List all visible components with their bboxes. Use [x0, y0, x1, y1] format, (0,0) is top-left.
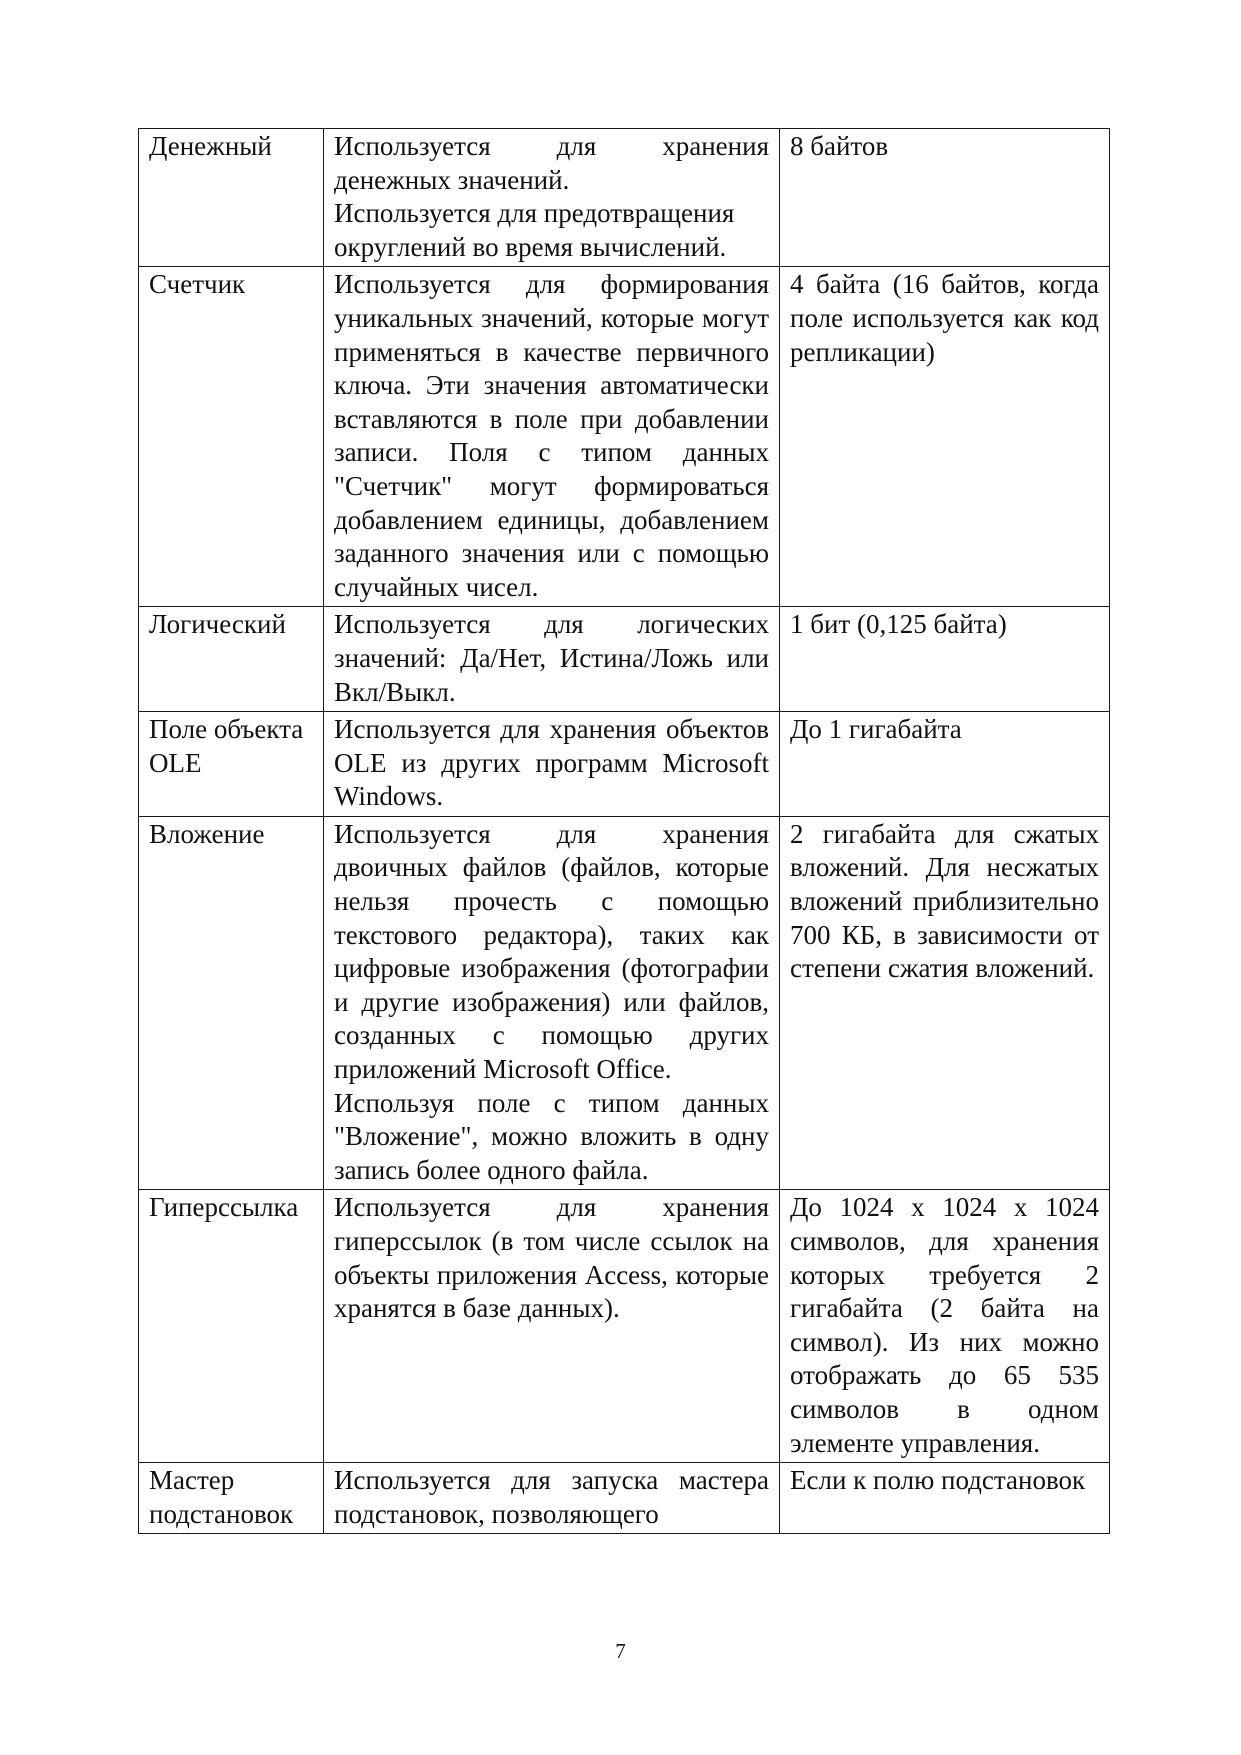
- data-types-table: [138, 128, 1110, 1534]
- size-cell: Если к полю подстановок: [780, 1463, 1110, 1534]
- description-paragraph: Используется для хранения объектов OLE из других программ Microsoft Windows.: [334, 714, 769, 812]
- description-paragraph: Используется для запуска мастера подстановок, позволяющего: [334, 1465, 769, 1529]
- description-paragraph: Используется для предотвращения округлений во время вычислений.: [334, 198, 735, 262]
- description-cell: [324, 129, 780, 267]
- table-row: [139, 816, 1110, 1190]
- description-cell: [324, 1463, 780, 1534]
- description-paragraph: Используя поле с типом данных "Вложение", можно вложить в одну запись более одного файла.: [334, 1087, 769, 1185]
- type-cell: Мастер подстановок: [139, 1463, 324, 1534]
- table-row: [139, 129, 1110, 267]
- table-row: [139, 607, 1110, 712]
- type-cell: Поле объекта OLE: [139, 712, 324, 817]
- description-paragraph: Используется для хранения денежных значений.: [334, 131, 769, 195]
- size-cell: До 1024 х 1024 х 1024 символов, для хранения которых требуется 2 гигабайта (2 байта на символ). Из них можно отображать до 65 535 символов в одном элементе управления.: [780, 1190, 1110, 1463]
- page-number: 7: [615, 1639, 626, 1663]
- table-row: [139, 1463, 1110, 1534]
- description-paragraph: Используется для логических значений: Да/Нет, Истина/Ложь или Вкл/Выкл.: [334, 609, 769, 707]
- type-cell: Вложение: [139, 816, 324, 1190]
- type-cell: Гиперссылка: [139, 1190, 324, 1463]
- type-cell: Денежный: [139, 129, 324, 267]
- table-row: [139, 267, 1110, 607]
- size-cell: 8 байтов: [780, 129, 1110, 267]
- description-cell: [324, 712, 780, 817]
- type-cell: Счетчик: [139, 267, 324, 607]
- description-paragraph: Используется для хранения гиперссылок (в том числе ссылок на объекты приложения Access, которые хранятся в базе данных).: [334, 1192, 769, 1324]
- table-row: [139, 712, 1110, 817]
- description-cell: [324, 607, 780, 712]
- size-cell: 1 бит (0,125 байта): [780, 607, 1110, 712]
- description-cell: [324, 267, 780, 607]
- size-cell: 2 гигабайта для сжатых вложений. Для несжатых вложений приблизительно 700 КБ, в зависимости от степени сжатия вложений.: [780, 816, 1110, 1190]
- description-paragraph: Используется для формирования уникальных значений, которые могут применяться в качестве первичного ключа. Эти значения автоматически вставляются в поле при добавлении записи. Поля с типом данных "Счетчик" могут формироваться добавлением единицы, добавлением заданного значения или с помощью случайных чисел.: [334, 269, 769, 602]
- description-cell: [324, 1190, 780, 1463]
- table-row: [139, 1190, 1110, 1463]
- type-cell: Логический: [139, 607, 324, 712]
- size-cell: 4 байта (16 байтов, когда поле используется как код репликации): [780, 267, 1110, 607]
- size-cell: До 1 гигабайта: [780, 712, 1110, 817]
- description-paragraph: Используется для хранения двоичных файлов (файлов, которые нельзя прочесть с помощью текстового редактора), таких как цифровые изображения (фотографии и другие изображения) или файлов, созданных с помощью других приложений Microsoft Office.: [334, 818, 769, 1085]
- description-cell: [324, 816, 780, 1190]
